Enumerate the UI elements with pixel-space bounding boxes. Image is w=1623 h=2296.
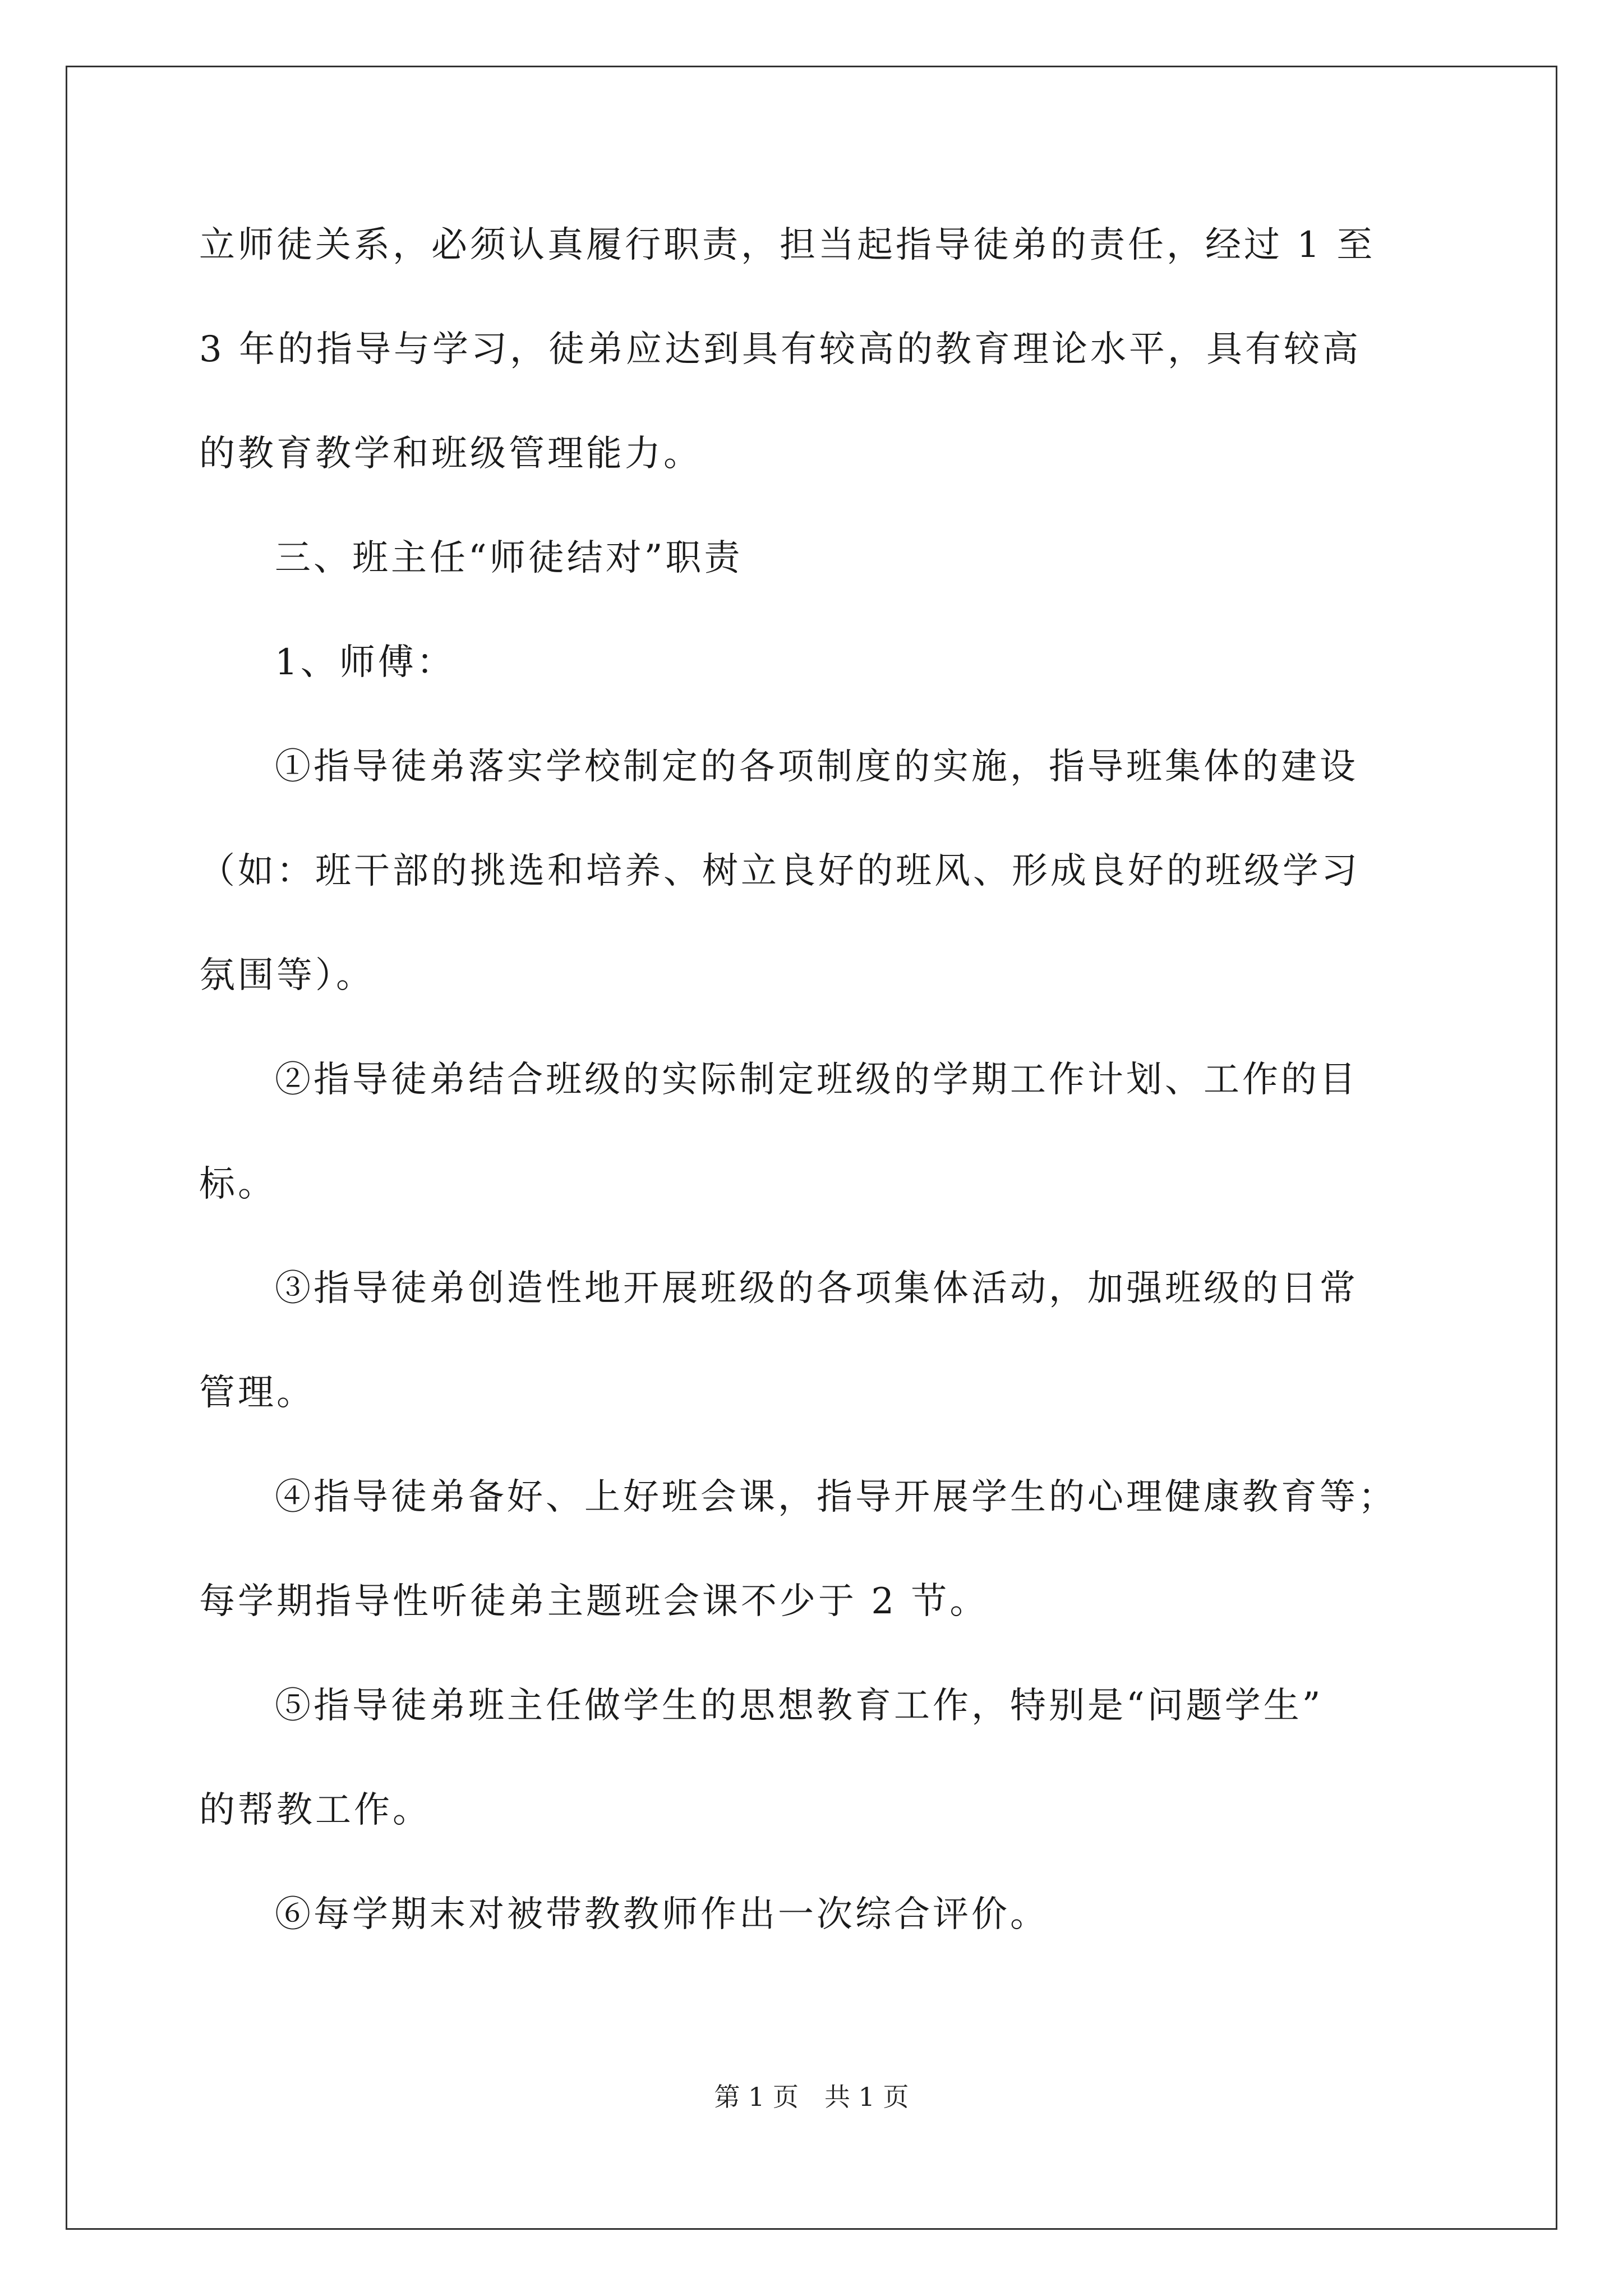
text-line: 标。 bbox=[199, 1163, 276, 1205]
subsection-heading: 1、师傅： bbox=[275, 642, 455, 683]
text-line: 的帮教工作。 bbox=[199, 1789, 431, 1831]
text-line: 3 年的指导与学习，徒弟应达到具有较高的教育理论水平，具有较高 bbox=[199, 329, 1362, 370]
section-heading: 三、班主任“师徒结对”职责 bbox=[275, 537, 743, 579]
text-line: 立师徒关系，必须认真履行职责，担当起指导徒弟的责任，经过 1 至 bbox=[199, 224, 1376, 266]
text-line: （如：班干部的挑选和培养、树立良好的班风、形成良好的班级学习 bbox=[199, 850, 1360, 892]
text-line: 每学期指导性听徒弟主题班会课不少于 2 节。 bbox=[199, 1581, 989, 1622]
text-line: ①指导徒弟落实学校制定的各项制度的实施，指导班集体的建设 bbox=[275, 746, 1358, 788]
text-line: ⑤指导徒弟班主任做学生的思想教育工作，特别是“问题学生” bbox=[275, 1685, 1324, 1727]
text-line: ④指导徒弟备好、上好班会课，指导开展学生的心理健康教育等； bbox=[275, 1476, 1397, 1518]
text-line: 的教育教学和班级管理能力。 bbox=[199, 433, 702, 475]
page-number: 第 1 页 共 1 页 bbox=[714, 2082, 909, 2112]
text-line: ⑥每学期末对被带教教师作出一次综合评价。 bbox=[275, 1894, 1049, 1935]
text-line: 氛围等）。 bbox=[199, 955, 375, 996]
text-line: 管理。 bbox=[199, 1372, 315, 1414]
text-line: ②指导徒弟结合班级的实际制定班级的学期工作计划、工作的目 bbox=[275, 1059, 1358, 1101]
text-line: ③指导徒弟创造性地开展班级的各项集体活动，加强班级的日常 bbox=[275, 1268, 1358, 1309]
